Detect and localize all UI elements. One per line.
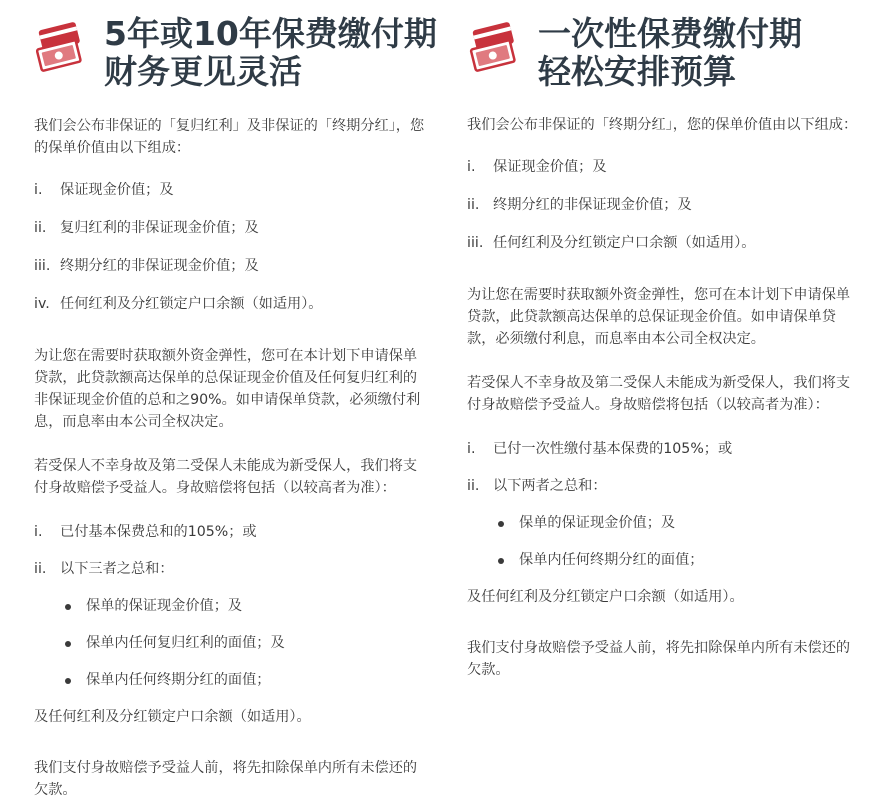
right-deduct: 我们支付身故赔偿予受益人前，将先扣除保单内所有未偿还的欠款。 xyxy=(467,640,851,678)
left-plus: 及任何红利及分红锁定户口余额（如适用）。 xyxy=(34,709,311,725)
left-loan: 为让您在需要时获取额外资金弹性，您可在本计划下申请保单贷款，此贷款额高达保单的总保证现金价值及任何复归红利的非保证现金价值的总和之90%。如申请保单贷款，必须缴付利息，而息率由本公司全权决定。 xyxy=(34,348,421,430)
right-death-item-2: ii. 以下两者之总和： xyxy=(467,478,607,494)
left-title: 5年或10年保费缴付期 财务更见灵活 xyxy=(104,14,437,91)
cash-card-icon xyxy=(468,22,520,74)
right-bullet-2: 保单内任何终期分红的面值； xyxy=(467,549,859,571)
right-item-1: i. 保证现金价值；及 xyxy=(467,159,607,175)
right-header xyxy=(467,0,859,108)
left-intro: 我们会公布非保证的「复归红利」及非保证的「终期分红」，您的保单价值由以下组成： xyxy=(34,118,425,156)
left-header xyxy=(34,0,437,108)
right-item-3: iii. 任何红利及分红锁定户口余额（如适用）。 xyxy=(467,235,756,251)
left-item-3: iii. 终期分红的非保证现金价值；及 xyxy=(34,258,259,274)
left-bullet-1: 保单的保证现金价值；及 xyxy=(34,595,426,617)
left-item-2: ii. 复归红利的非保证现金价值；及 xyxy=(34,220,259,236)
right-bullet-1: 保单的保证现金价值；及 xyxy=(467,512,859,534)
left-bullet-2: 保单内任何复归红利的面值；及 xyxy=(34,632,426,654)
right-item-2: ii. 终期分红的非保证现金价值；及 xyxy=(467,197,692,213)
left-item-4: iv. 任何红利及分红锁定户口余额（如适用）。 xyxy=(34,296,323,312)
right-intro: 我们会公布非保证的「终期分红」，您的保单价值由以下组成： xyxy=(467,117,858,133)
left-deduct: 我们支付身故赔偿予受益人前，将先扣除保单内所有未偿还的欠款。 xyxy=(34,760,418,798)
right-death: 若受保人不幸身故及第二受保人未能成为新受保人，我们将支付身故赔偿予受益人。身故赔偿将包括（以较高者为准）： xyxy=(467,375,851,413)
cash-card-icon xyxy=(34,22,86,74)
right-death-item-1: i. 已付一次性缴付基本保费的105%；或 xyxy=(467,441,733,457)
left-death-item-1: i. 已付基本保费总和的105%；或 xyxy=(34,524,257,540)
right-loan: 为让您在需要时获取额外资金弹性，您可在本计划下申请保单贷款，此贷款额高达保单的总保证现金价值。如申请保单贷款，必须缴付利息，而息率由本公司全权决定。 xyxy=(467,287,851,347)
right-column xyxy=(467,0,859,681)
left-item-1: i. 保证现金价值；及 xyxy=(34,182,174,198)
left-death-item-2: ii. 以下三者之总和： xyxy=(34,561,174,577)
right-plus: 及任何红利及分红锁定户口余额（如适用）。 xyxy=(467,589,744,605)
right-title: 一次性保费缴付期 轻松安排预算 xyxy=(538,14,802,91)
left-column xyxy=(34,0,437,801)
left-death: 若受保人不幸身故及第二受保人未能成为新受保人，我们将支付身故赔偿予受益人。身故赔偿将包括（以较高者为准）： xyxy=(34,458,418,496)
left-bullet-3: 保单内任何终期分红的面值； xyxy=(34,669,426,691)
